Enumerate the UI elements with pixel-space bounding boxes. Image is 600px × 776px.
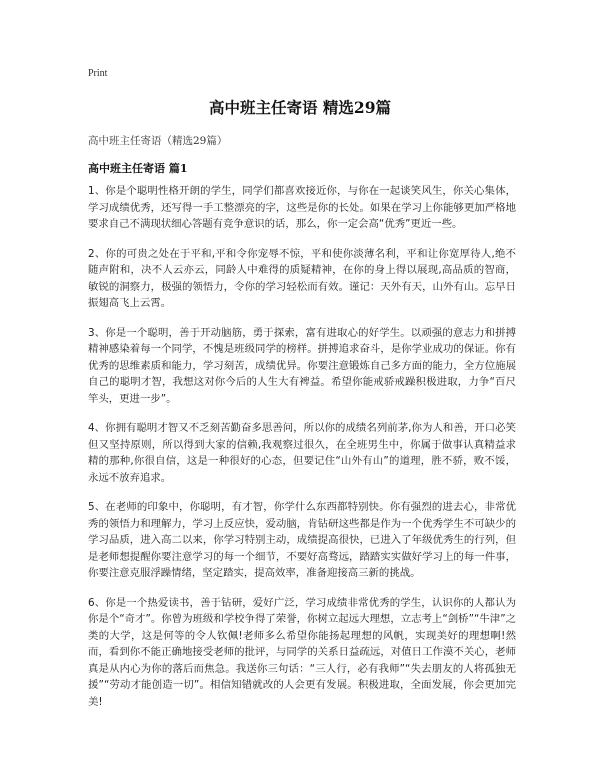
paragraph-4: 4、你拥有聪明才智又不乏刻苦勤奋多思善问，所以你的成绩名列前茅,你为人和善，开口必笑但又坚持原则，所以得到大家的信赖,我观察过很久，在全班男生中，你属于做事认真精益求精的那种,你很自信，这是一种很好的心态，但要记住“山外有山”的道理，胜不骄，败不馁，永远不放弃追求。: [88, 422, 516, 484]
document-body: [88, 183, 516, 723]
paragraph-6: 6、你是一个热爱读书，善于钻研，爱好广泛，学习成绩非常优秀的学生，认识你的人都认为你是个“奇才”。你曾为班级和学校争得了荣誉，你树立起远大理想，立志考上“剑桥”“牛津”之类的大学，这是何等的令人钦佩!老师多么希望你能扬起理想的风帆，实现美好的理想啊!然而，看到你不能正确地接受老师的批评，与同学的关系日益疏远，对值日工作漠不关心，老师真是从内心为你的落后而焦急。我送你三句话：“三人行，必有我师”“失去朋友的人将孤独无援”“劳动才能创造一切”。相信知错就改的人会更有发展。积极进取，全面发展，你会更加完美!: [88, 596, 516, 708]
document-subtitle: 高中班主任寄语（精选29篇）: [88, 135, 228, 147]
section-heading: 高中班主任寄语 篇1: [88, 162, 188, 175]
print-link[interactable]: Print: [88, 68, 108, 79]
paragraph-3: 3、你是一个聪明，善于开动脑筋，勇于探索，富有进取心的好学生。以顽强的意志力和拼搏精神感染着每一个同学，不愧是班级同学的榜样。拼搏追求奋斗，是你学业成功的保证。你有优秀的思维素质和能力，学习刻苦，成绩优异。你要注意锻炼自己多方面的能力，全方位施展自己的聪明才智，我想这对你今后的人生大有裨益。希望你能戒骄戒躁积极进取，力争“百尺竿头，更进一步”。: [88, 326, 516, 405]
paragraph-1: 1、你是个聪明性格开朗的学生，同学们都喜欢接近你，与你在一起谈笑风生，你关心集体，学习成绩优秀，还写得一手工整漂亮的字，这些是你的长处。如果在学习上你能够更加严格地要求自己不满现状细心答题有竞争意识的话，那么，你一定会高“优秀”更近一些。: [88, 185, 516, 230]
paragraph-2: 2、你的可贵之处在于平和,平和令你宠辱不惊，平和使你淡薄名利，平和让你宽厚待人,绝不随声附和，决不人云亦云，同龄人中难得的质疑精神，在你的身上得以展现,高品质的智商，敏锐的洞察力，极强的领悟力，令你的学习轻松而有效。谨记：天外有天，山外有山。忘早日振翅高飞上云霄。: [88, 247, 516, 309]
paragraph-5: 5、在老师的印象中，你聪明，有才智，你学什么东西都特别快。你有强烈的进去心，非常优秀的领悟力和理解力，学习上反应快，爱动脑，肯钻研这些都是作为一个优秀学生不可缺少的学习品质，进入高二以来，你学习特别主动，成绩提高很快，已进入了年级优秀生的行列，但是老师想提醒你要注意学习的每一个细节，不要好高骛远，踏踏实实做好学习上的每一件事，你要注意克服浮躁情绪，坚定踏实，提高效率，准备迎接高三新的挑战。: [88, 501, 516, 579]
document-title: 高中班主任寄语 精选29篇: [209, 98, 391, 117]
